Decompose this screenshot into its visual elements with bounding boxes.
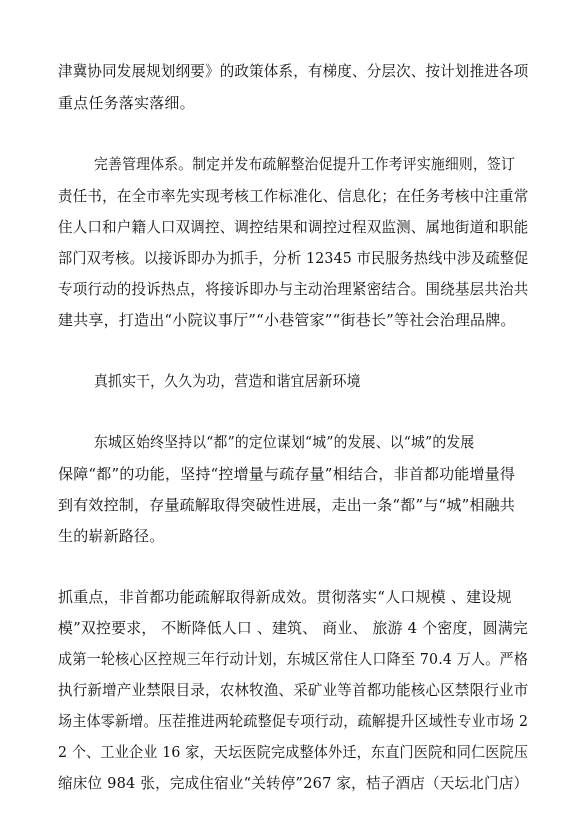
paragraph-2-line-5: 专项行动的投诉热点，将接诉即办与主动治理紧密结合。围绕基层共治共 — [58, 280, 529, 298]
paragraph-4-line-6: 2 个、工业企业 16 家，天坛医院完成整体外迁，东直门医院和同仁医院压 — [58, 743, 529, 761]
paragraph-2-line-4: 部门双考核。以接诉即办为抓手，分析 12345 市民服务热线中涉及疏整促 — [58, 249, 529, 267]
paragraph-4-line-2: 模”双控要求， 不断降低人口 、建筑、 商业、 旅游 4 个密度，圆满完 — [58, 619, 529, 637]
paragraph-4-line-7: 缩床位 984 张，完成住宿业“关转停”267 家，桔子酒店（天坛北门店） — [58, 774, 529, 792]
paragraph-3-line-4: 生的崭新路径。 — [58, 527, 165, 545]
paragraph-4-line-5: 场主体零新增。压茬推进两轮疏整促专项行动，疏解提升区域性专业市场 2 — [58, 712, 529, 730]
section-heading: 真抓实干，久久为功，营造和谐宜居新环境 — [94, 372, 361, 390]
paragraph-2-line-1: 完善管理体系。制定并发布疏解整治促提升工作考评实施细则，签订 — [94, 155, 516, 173]
paragraph-4-line-3: 成第一轮核心区控规三年行动计划，东城区常住人口降至 70.4 万人。严格 — [58, 650, 529, 668]
paragraph-2-line-6: 建共享，打造出“小院议事厅”“小巷管家”“街巷长”等社会治理品牌。 — [58, 311, 516, 329]
paragraph-3-line-2: 保障“都”的功能，坚持“控增量与疏存量”相结合，非首都功能增量得 — [58, 465, 516, 483]
paragraph-3-line-3: 到有效控制，存量疏解取得突破性进展，走出一条“都”与“城”相融共 — [58, 496, 516, 514]
paragraph-3-line-1: 东城区始终坚持以“都”的定位谋划“城”的发展、以“城”的发展 — [94, 433, 475, 451]
paragraph-1-line-2: 重点任务落实落细。 — [58, 94, 195, 112]
paragraph-2-line-3: 住人口和户籍人口双调控、调控结果和调控过程双监测、属地街道和职能 — [58, 218, 529, 236]
paragraph-1-line-1: 津冀协同发展规划纲要》的政策体系，有梯度、分层次、按计划推进各项 — [58, 62, 529, 80]
paragraph-4-line-4: 执行新增产业禁限目录，农林牧渔、采矿业等首都功能核心区禁限行业市 — [58, 681, 529, 699]
paragraph-4-line-1: 抓重点，非首都功能疏解取得新成效。贯彻落实“人口规模 、建设规 — [58, 588, 512, 606]
paragraph-2-line-2: 责任书，在全市率先实现考核工作标准化、信息化；在任务考核中注重常 — [58, 187, 529, 205]
